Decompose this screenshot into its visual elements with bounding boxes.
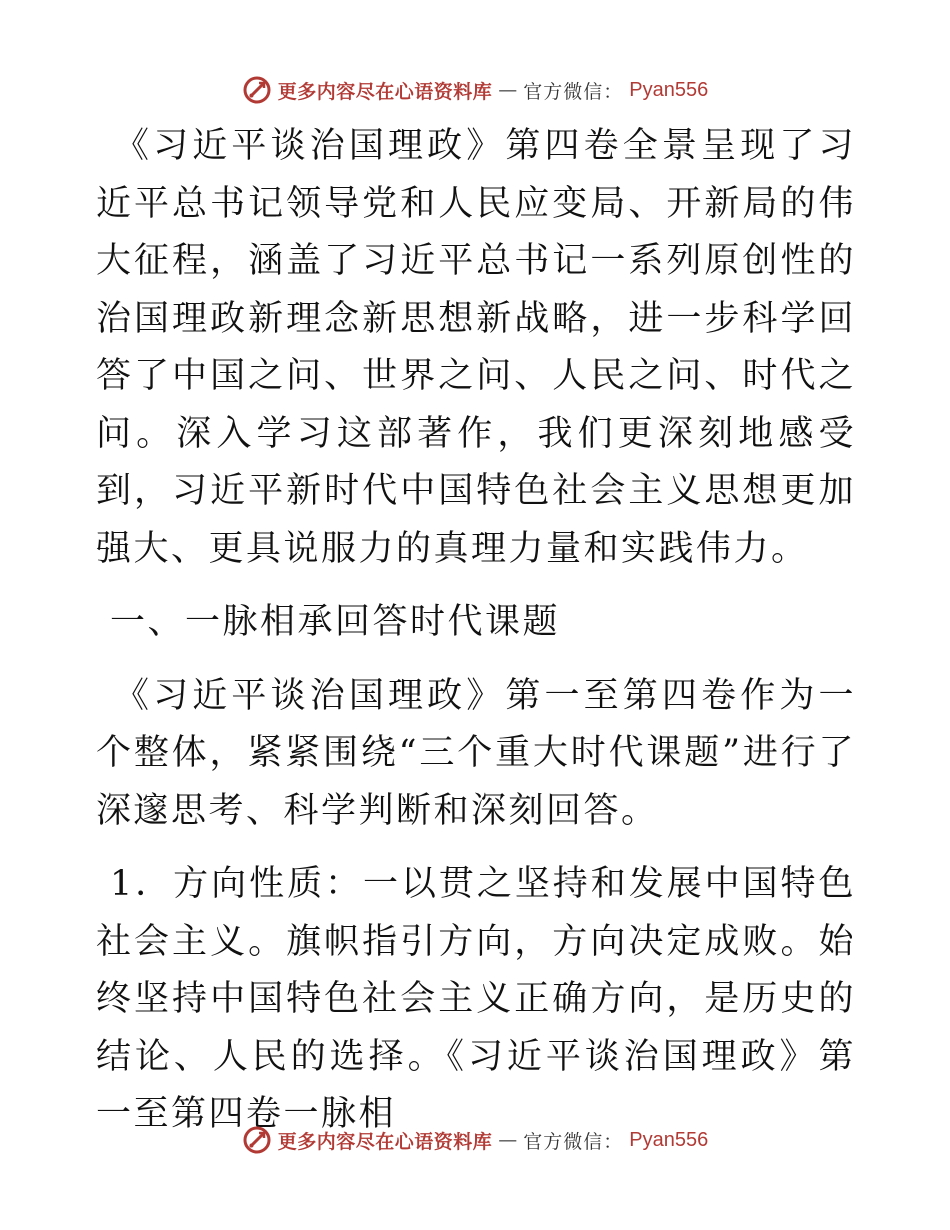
paragraph-intro: 《习近平谈治国理政》第四卷全景呈现了习近平总书记领导党和人民应变局、开新局的伟大征程，涵盖了习近平总书记一系列原创性的治国理政新理念新思想新战略，进一步科学回答了中国之问、世界之问、人民之问、时代之问。深入学习这部著作，我们更深刻地感受到，习近平新时代中国特色社会主义思想更加强大、更具说服力的真理力量和实践伟力。 — [96, 126, 856, 569]
document-body — [96, 118, 856, 1144]
watermark-header — [0, 72, 950, 108]
logo-icon — [242, 1125, 272, 1155]
paragraph-direction: 1．方向性质：一以贯之坚持和发展中国特色社会主义。旗帜指引方向，方向决定成败。始终坚持中国特色社会主义正确方向，是历史的结论、人民的选择。《习近平谈治国理政》第一至第四卷一脉相 — [96, 864, 856, 1134]
watermark-wechat-label: 官方微信： — [523, 80, 624, 103]
watermark-wechat-label: 官方微信： — [523, 1130, 624, 1153]
watermark-dash: — — [498, 1129, 518, 1151]
watermark-wechat-id: Pyan556 — [629, 78, 709, 101]
paragraph-overview: 《习近平谈治国理政》第一至第四卷作为一个整体，紧紧围绕“三个重大时代课题”进行了深邃思考、科学判断和深刻回答。 — [96, 675, 856, 831]
watermark-footer — [0, 1122, 950, 1158]
watermark-dash: — — [498, 79, 518, 101]
watermark-brand: 更多内容尽在心语资料库 — [277, 1130, 493, 1153]
watermark-brand: 更多内容尽在心语资料库 — [277, 80, 493, 103]
section-heading: 一、一脉相承回答时代课题 — [110, 602, 561, 642]
logo-icon — [242, 75, 272, 105]
watermark-wechat-id: Pyan556 — [629, 1128, 709, 1151]
